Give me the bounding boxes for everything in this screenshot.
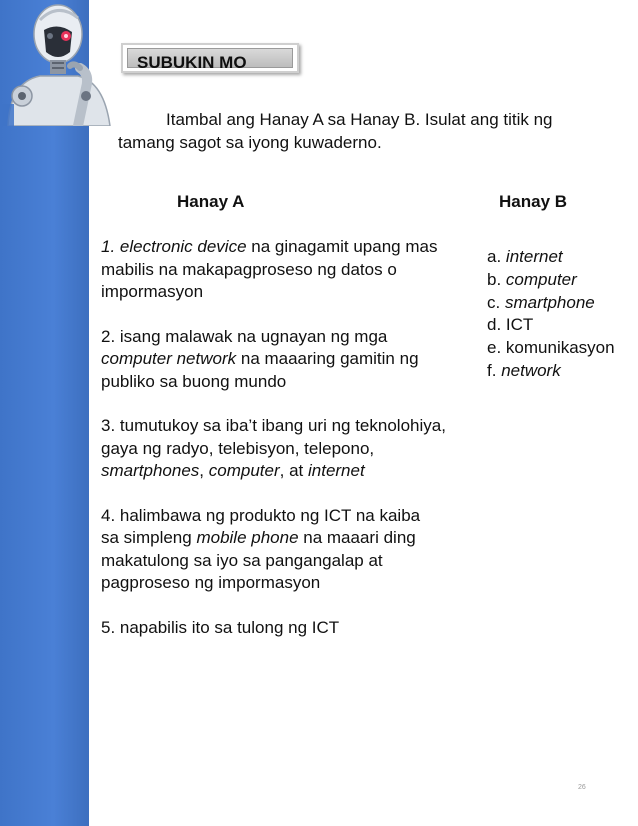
item-3-line-3: [101, 460, 486, 483]
item-1-number: 1.: [101, 237, 116, 256]
item-2-line-3: publiko sa buong mundo: [101, 371, 287, 391]
item-3-term-3: internet: [307, 461, 365, 480]
item-1-line-3: impormasyon: [101, 282, 204, 301]
item-4-line-2-rest: na maaari ding: [303, 528, 416, 547]
choice-f: [487, 360, 637, 383]
choice-a: [487, 246, 637, 269]
item-1-line-2: mabilis na makapagproseso ng datos o: [101, 259, 397, 279]
section-title: SUBUKIN MO: [137, 53, 247, 72]
item-1-line-1-rest: na ginagamit upang mas: [251, 237, 438, 256]
choice-b: [487, 269, 637, 292]
page-number: 26: [578, 784, 586, 791]
item-4-line-4: pagproseso ng impormasyon: [101, 573, 321, 592]
instructions-text-1: Itambal ang Hanay A sa Hanay B. Isulat ang titik ng: [166, 110, 553, 129]
hanay-a-item-2: [101, 326, 486, 394]
instructions-line-2: tamang sagot sa iyong kuwaderno.: [118, 133, 382, 152]
choice-b-letter: b.: [487, 269, 502, 289]
choice-e-letter: e.: [487, 338, 502, 358]
hanay-a-items: [101, 236, 486, 661]
choice-f-letter: f.: [487, 360, 497, 380]
instructions-line-1: [118, 108, 608, 131]
choice-e-text: komunikasyon: [505, 338, 615, 358]
item-4-line-3: makatulong sa iyo sa pangangalap at: [101, 550, 383, 570]
item-1-line-1: [101, 236, 486, 259]
item-3-term-2: computer: [208, 461, 280, 480]
item-2-line-1: 2. isang malawak na ugnayan ng mga: [101, 326, 388, 346]
robot-thinking-icon: [0, 0, 112, 126]
item-2-term: computer network: [101, 349, 237, 368]
hanay-a-item-1: [101, 236, 486, 304]
item-4-line-2-start: sa simpleng: [101, 528, 192, 547]
hanay-b-choices: [487, 246, 637, 383]
hanay-a-item-3: [101, 415, 486, 483]
item-3-sep-2: , at: [279, 461, 304, 480]
choice-a-text: internet: [505, 247, 563, 266]
hanay-a-heading: Hanay A: [177, 192, 245, 211]
hanay-b-heading: Hanay B: [499, 192, 568, 211]
section-title-panel: [127, 48, 293, 72]
choice-d-letter: d.: [487, 315, 502, 335]
choice-e: [487, 337, 637, 360]
hanay-a-item-5: [101, 617, 486, 640]
hanay-a-item-4: [101, 505, 486, 595]
item-1-term: electronic device: [119, 237, 247, 256]
item-4-term: mobile phone: [196, 528, 299, 547]
choice-d-text: ICT: [505, 315, 534, 335]
item-2-line-2: [101, 348, 486, 371]
choice-c-text: smartphone: [504, 292, 595, 312]
item-4-line-1: 4. halimbawa ng produkto ng ICT na kaiba: [101, 505, 421, 525]
item-2-line-2-rest: na maaaring gamitin ng: [240, 349, 419, 368]
item-3-line-2: gaya ng radyo, telebisyon, telepono,: [101, 438, 375, 458]
choice-f-text: network: [501, 360, 561, 380]
choice-d: [487, 314, 637, 337]
item-5-line-1: 5. napabilis ito sa tulong ng ICT: [101, 617, 340, 637]
item-3-term-1: smartphones: [101, 461, 200, 480]
instructions: [118, 108, 608, 154]
choice-c: [487, 292, 637, 315]
item-3-sep-1: ,: [199, 461, 205, 480]
item-3-line-1: 3. tumutukoy sa iba’t ibang uri ng teknolohiya,: [101, 416, 446, 435]
choice-a-letter: a.: [487, 247, 502, 266]
item-4-line-2: [101, 527, 486, 550]
choice-b-text: computer: [505, 269, 577, 289]
section-title-box: [121, 43, 299, 73]
choice-c-letter: c.: [487, 292, 501, 312]
